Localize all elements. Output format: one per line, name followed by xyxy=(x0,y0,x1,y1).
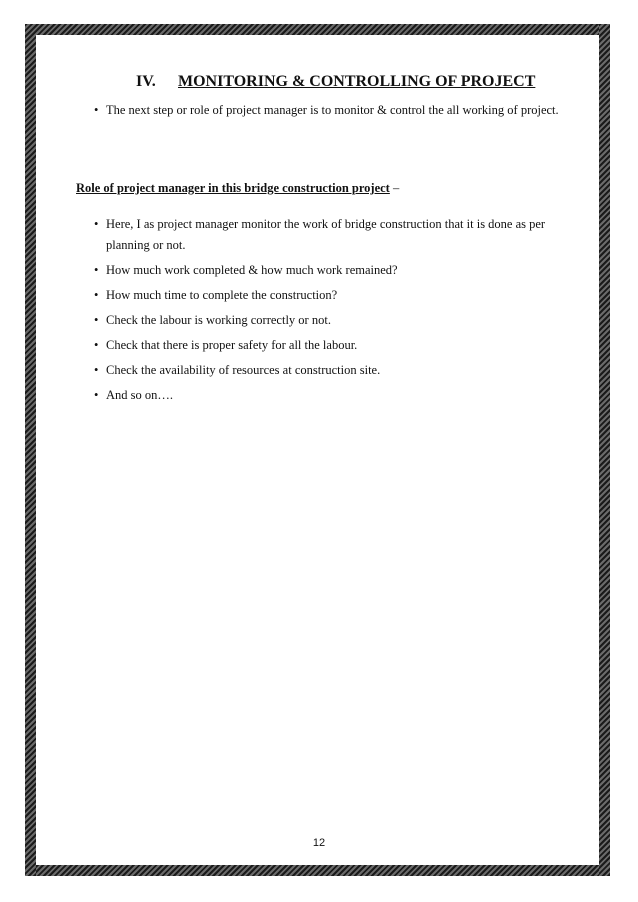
list-item: • Here, I as project manager monitor the work of bridge construction that it is done as per planning or not. xyxy=(94,214,564,256)
role-bullet-list xyxy=(94,214,564,410)
list-item: • Check the labour is working correctly or not. xyxy=(94,310,564,331)
role-heading-text: Role of project manager in this bridge construction project xyxy=(76,181,390,195)
list-item: • Check the availability of resources at construction site. xyxy=(94,360,564,381)
section-number: IV. xyxy=(136,73,156,90)
page-border-left xyxy=(25,24,36,876)
list-item: • The next step or role of project manager is to monitor & control the all working of project. xyxy=(94,100,564,121)
section-heading xyxy=(136,73,535,91)
list-item: • Check that there is proper safety for all the labour. xyxy=(94,335,564,356)
page-number: 12 xyxy=(312,837,326,849)
intro-bullet-list xyxy=(94,100,564,125)
section-title: MONITORING & CONTROLLING OF PROJECT xyxy=(178,73,536,90)
role-heading-suffix: – xyxy=(392,181,400,195)
page-border-top xyxy=(25,24,610,35)
list-item: • How much work completed & how much work remained? xyxy=(94,260,564,281)
list-item: • How much time to complete the construction? xyxy=(94,285,564,306)
role-heading xyxy=(76,181,399,196)
list-item: • And so on…. xyxy=(94,385,564,406)
page-border-right xyxy=(599,24,610,876)
page-border-bottom xyxy=(25,865,610,876)
